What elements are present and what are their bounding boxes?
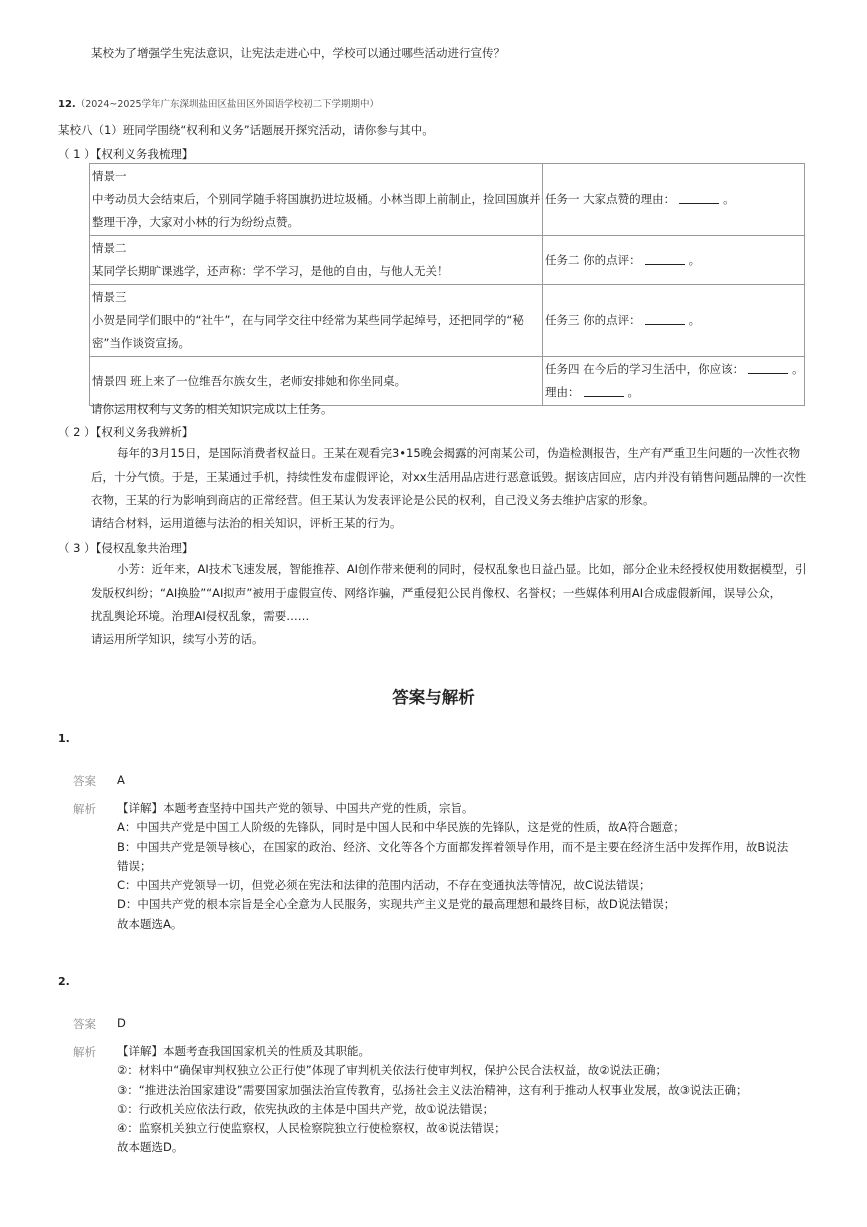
part3-text: 扰乱舆论环境。治理AI侵权乱象，需要…… xyxy=(91,609,310,623)
part3-prompt: 请运用所学知识，续写小芳的话。 xyxy=(91,632,264,646)
table-row xyxy=(90,285,805,357)
answers-heading: 答案与解析 xyxy=(392,688,475,707)
task-punct: 。 xyxy=(688,252,701,267)
scenario-title: 情景三 xyxy=(92,290,127,304)
part2-label: （ 2 ）【权利义务我辨析】 xyxy=(58,425,194,439)
table-row xyxy=(90,164,805,236)
analysis-line: ④：监察机关独立行使监察权，人民检察院独立行使检察权，故④说法错误； xyxy=(117,1121,506,1136)
analysis-text xyxy=(117,1042,748,1158)
question-stem: 某校八（1）班同学围绕“权利和义务”话题展开探究活动，请你参与其中。 xyxy=(58,123,434,137)
task-cell xyxy=(543,357,805,406)
part3-text: 小芳：近年来，AI技术飞速发展，智能推荐、AI创作带来便利的同时，侵权乱象也日益凸显。比如，部分企业未经授权使用数据模型，引 xyxy=(117,562,807,576)
scenario-cell xyxy=(90,285,543,357)
part3-text: 发版权纠纷；“AI换脸”“AI拟声”被用于虚假宣传、网络诈骗，严重侵犯公民肖像权、名誉权；一些媒体利用AI合成虚假新闻，误导公众， xyxy=(91,586,782,600)
scenario-text: 某同学长期旷课逃学，还声称：学不学习，是他的自由，与他人无关！ xyxy=(92,264,449,278)
answer-number: 2. xyxy=(58,975,70,988)
analysis-line: 【详解】本题考查坚持中国共产党的领导、中国共产党的性质，宗旨。 xyxy=(117,801,474,815)
answer-label: 答案 xyxy=(73,774,96,788)
answer-blank[interactable] xyxy=(584,384,624,397)
task-cell xyxy=(543,164,805,236)
analysis-line: A：中国共产党是中国工人阶级的先锋队，同时是中国人民和中华民族的先锋队，这是党的性质，故A符合题意； xyxy=(117,820,685,835)
analysis-line: ③：“推进法治国家建设”需要国家加强法治宣传教育，弘扬社会主义法治精神，这有利于推动人权事业发展，故③说法正确； xyxy=(117,1082,748,1097)
analysis-line: ②：材料中“确保审判权独立公正行使”体现了审判机关依法行使审判权，保护公民合法权益，故②说法正确； xyxy=(117,1063,668,1078)
answer-value: D xyxy=(117,1016,126,1030)
task-prompt: 任务三 你的点评： xyxy=(545,313,641,327)
scenario-text: 整理干净，大家对小林的行为纷纷点赞。 xyxy=(92,215,299,229)
part2-text: 每年的3月15日，是国际消费者权益日。王某在观看完3•15晚会揭露的河南某公司，伪造检测报告，生产有严重卫生问题的一次性衣物 xyxy=(117,446,801,460)
scenario-text: 中考动员大会结束后，个别同学随手将国旗扔进垃圾桶。小林当即上前制止，捡回国旗并 xyxy=(92,192,541,206)
analysis-line: 错误； xyxy=(117,858,152,873)
analysis-line: D：中国共产党的根本宗旨是全心全意为人民服务，实现共产主义是党的最高理想和最终目标，故D说法错误； xyxy=(117,897,676,912)
answer-blank[interactable] xyxy=(645,252,685,265)
task-punct: 。 xyxy=(627,385,639,399)
task-cell xyxy=(543,285,805,357)
answer-blank[interactable] xyxy=(748,361,788,374)
analysis-text xyxy=(117,799,788,934)
part2-prompt: 请结合材料，运用道德与法治的相关知识，评析王某的行为。 xyxy=(91,516,402,530)
table-row xyxy=(90,236,805,285)
part2-text: 衣物，王某的行为影响到商店的正常经营。但王某认为发表评论是公民的权利，自己没义务去维护店家的形象。 xyxy=(91,493,655,507)
scenario-cell xyxy=(90,236,543,285)
task-prompt: 理由： xyxy=(545,385,580,399)
analysis-line: 【详解】本题考查我国国家机关的性质及其职能。 xyxy=(117,1044,370,1058)
part3-label: （ 3 ）【侵权乱象共治理】 xyxy=(58,541,194,555)
answer-label: 答案 xyxy=(73,1017,96,1031)
scenario-cell xyxy=(90,164,543,236)
part1-label: （ 1 ）【权利义务我梳理】 xyxy=(58,147,194,161)
task-punct: 。 xyxy=(723,192,735,206)
analysis-line: 故本题选D。 xyxy=(117,1140,184,1155)
scenario-title: 情景二 xyxy=(92,241,127,255)
task-cell xyxy=(543,236,805,285)
scenario-title: 情景一 xyxy=(92,169,127,183)
analysis-line: C：中国共产党领导一切，但党必须在宪法和法律的范围内活动，不存在变通执法等情况，故C说法错误； xyxy=(117,878,651,893)
task-punct: 。 xyxy=(688,313,701,327)
analysis-line: ①：行政机关应依法行政，依宪执政的主体是中国共产党，故①说法错误； xyxy=(117,1101,495,1116)
question-12-header xyxy=(58,96,379,110)
scenario-text: 情景四 班上来了一位维吾尔族女生，老师安排她和你坐同桌。 xyxy=(92,373,407,388)
task-table xyxy=(89,163,805,406)
answer-blank[interactable] xyxy=(679,191,719,204)
scenario-text: 小贺是同学们眼中的“社牛”，在与同学交往中经常为某些同学起绰号，还把同学的“秘 xyxy=(92,313,524,327)
part1-instruction: 请你运用权利与义务的相关知识完成以上任务。 xyxy=(91,402,333,416)
task-prompt: 任务四 在今后的学习生活中，你应该： xyxy=(545,362,745,376)
answer-blank[interactable] xyxy=(645,312,685,325)
analysis-line: B：中国共产党是领导核心，在国家的政治、经济、文化等各个方面都发挥着领导作用，而不是主要在经济生活中发挥作用，故B说法 xyxy=(117,839,789,854)
scenario-text: 密”当作谈资宣扬。 xyxy=(92,336,190,350)
answer-value: A xyxy=(117,773,125,787)
part2-text: 后，十分气愤。于是，王某通过手机，持续性发布虚假评论，对xx生活用品店进行恶意诋毁。据该店回应，店内并没有销售问题品牌的一次性 xyxy=(91,470,807,484)
analysis-line: 故本题选A。 xyxy=(117,916,183,931)
task-prompt: 任务一 大家点赞的理由： xyxy=(545,192,676,206)
task-prompt: 任务二 你的点评： xyxy=(545,252,641,267)
question-source: （2024~2025学年广东深圳盐田区盐田区外国语学校初二下学期期中） xyxy=(75,99,380,110)
task-punct: 。 xyxy=(792,362,804,376)
analysis-label: 解析 xyxy=(73,1045,96,1059)
answer-number: 1. xyxy=(58,732,70,745)
intro-question: 某校为了增强学生宪法意识，让宪法走进心中，学校可以通过哪些活动进行宣传？ xyxy=(91,46,505,60)
analysis-label: 解析 xyxy=(73,802,96,816)
question-number: 12. xyxy=(58,99,76,110)
